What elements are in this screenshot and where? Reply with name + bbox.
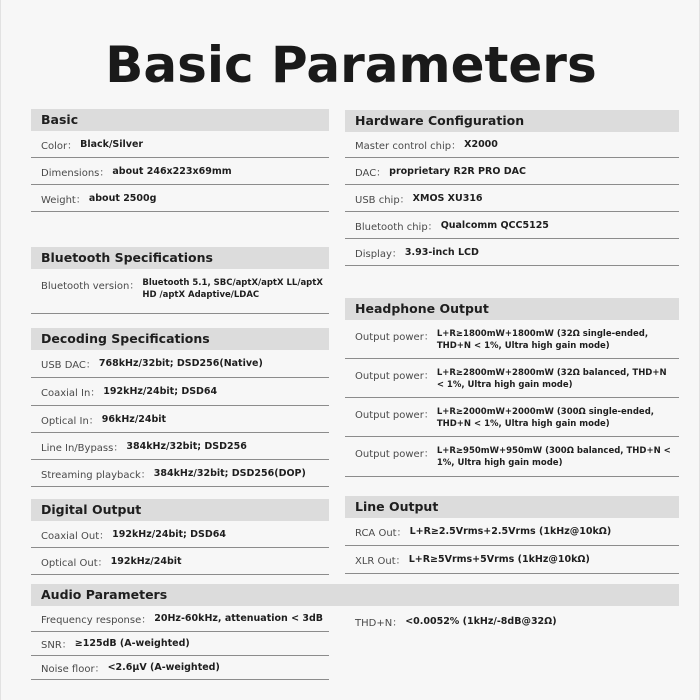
spec-label: Bluetooth version：	[41, 281, 140, 292]
spec-value: 192kHz/24bit; DSD64	[112, 528, 226, 540]
spec-label: THD+N：	[355, 617, 403, 629]
spec-value: 192kHz/24bit; DSD64	[103, 386, 218, 397]
section-header-bluetooth: Bluetooth Specifications	[31, 247, 329, 269]
section-header-headphone-output: Headphone Output	[345, 298, 679, 320]
spec-row-weight	[31, 185, 329, 212]
spec-label: Frequency response：	[41, 615, 152, 626]
spec-value: 3.93-inch LCD	[404, 246, 479, 258]
spec-value: 384kHz/32bit; DSD256	[126, 440, 247, 452]
spec-value: 96kHz/24bit	[101, 413, 167, 425]
spec-value: Black/Silver	[80, 138, 144, 150]
spec-label: Output power：	[355, 449, 434, 460]
spec-row-output-power-2	[345, 359, 679, 398]
spec-label: Dimensions：	[41, 167, 110, 179]
spec-row-output-power-4	[345, 437, 679, 477]
spec-row-output-power-3	[345, 398, 679, 437]
spec-label: XLR Out：	[355, 556, 406, 567]
spec-label: Line In/Bypass：	[41, 442, 124, 454]
spec-row-optical-in	[31, 406, 329, 433]
spec-value: proprietary R2R PRO DAC	[389, 165, 526, 177]
spec-row-rca-out	[345, 518, 679, 546]
spec-row-xlr-out	[345, 546, 679, 574]
spec-row-line-in	[31, 433, 329, 460]
spec-row-usb-chip	[345, 185, 679, 212]
spec-value: X2000	[464, 139, 498, 150]
spec-value: L+R≥950mW+950mW (300Ω balanced, THD+N < 1%, Ultra high gain mode)	[436, 446, 671, 468]
spec-value: about 246x223x69mm	[112, 165, 232, 177]
spec-value: 192kHz/24bit	[110, 555, 182, 567]
spec-label: Output power：	[355, 410, 434, 421]
spec-row-snr	[31, 632, 329, 656]
spec-row-thd	[345, 606, 679, 636]
spec-row-dimensions	[31, 158, 329, 185]
spec-row-dac	[345, 158, 679, 185]
spec-row-coaxial-in	[31, 378, 329, 406]
spec-row-color	[31, 131, 329, 158]
spec-value: <0.0052% (1kHz/-8dB@32Ω)	[405, 615, 557, 627]
spec-row-master-chip	[345, 132, 679, 158]
spec-value: Qualcomm QCC5125	[440, 219, 549, 231]
spec-label: Coaxial In：	[41, 388, 101, 399]
spec-label: Master control chip：	[355, 141, 462, 152]
spec-value: 20Hz-60kHz, attenuation < 3dB	[154, 613, 324, 624]
section-header-decoding: Decoding Specifications	[31, 328, 329, 350]
spec-label: Weight：	[41, 194, 86, 206]
spec-row-display	[345, 239, 679, 266]
spec-row-frequency-response	[31, 606, 329, 632]
spec-label: Output power：	[355, 332, 434, 343]
spec-row-noise-floor	[31, 656, 329, 680]
spec-label: Output power：	[355, 371, 434, 382]
spec-label: Bluetooth chip：	[355, 221, 438, 233]
spec-label: Coaxial Out：	[41, 530, 110, 542]
page-title: Basic Parameters	[105, 36, 597, 94]
spec-label: Display：	[355, 248, 402, 260]
section-header-digital-output: Digital Output	[31, 499, 329, 521]
spec-label: RCA Out：	[355, 528, 407, 539]
spec-label: SNR：	[41, 640, 72, 651]
spec-label: DAC：	[355, 167, 387, 179]
spec-row-output-power-1	[345, 320, 679, 359]
spec-row-bluetooth-chip	[345, 212, 679, 239]
spec-label: Noise floor：	[41, 664, 105, 675]
spec-label: Optical Out：	[41, 557, 108, 569]
spec-label: Color：	[41, 140, 78, 152]
spec-value: L+R≥2.5Vrms+2.5Vrms (1kHz@10kΩ)	[409, 526, 612, 537]
spec-label: USB chip：	[355, 194, 410, 206]
spec-value: 384kHz/32bit; DSD256(DOP)	[153, 467, 306, 479]
spec-value: L+R≥2800mW+2800mW (32Ω balanced, THD+N < 1%, Ultra high gain mode)	[436, 368, 667, 390]
spec-value: 768kHz/32bit; DSD256(Native)	[98, 358, 263, 369]
spec-value: L+R≥5Vrms+5Vrms (1kHz@10kΩ)	[408, 554, 590, 565]
spec-value: ≥125dB (A-weighted)	[74, 638, 190, 649]
section-header-audio: Audio Parameters	[31, 584, 679, 606]
spec-value: XMOS XU316	[412, 192, 483, 204]
spec-value: L+R≥1800mW+1800mW (32Ω single-ended, THD+N < 1%, Ultra high gain mode)	[436, 329, 649, 351]
section-header-line-output: Line Output	[345, 496, 679, 518]
spec-row-streaming	[31, 460, 329, 487]
spec-value: about 2500g	[88, 192, 157, 204]
spec-value: Bluetooth 5.1, SBC/aptX/aptX LL/aptX HD /aptX Adaptive/LDAC	[142, 278, 323, 300]
spec-row-optical-out	[31, 548, 329, 575]
spec-label: Optical In：	[41, 415, 99, 427]
spec-row-usb-dac	[31, 350, 329, 378]
section-header-basic: Basic	[31, 109, 329, 131]
spec-row-coaxial-out	[31, 521, 329, 548]
spec-value: <2.6μV (A-weighted)	[107, 662, 220, 673]
spec-label: Streaming playback：	[41, 469, 151, 481]
spec-row-bluetooth-version	[31, 269, 329, 314]
spec-value: L+R≥2000mW+2000mW (300Ω single-ended, THD+N < 1%, Ultra high gain mode)	[436, 407, 655, 429]
section-header-hardware: Hardware Configuration	[345, 110, 679, 132]
spec-label: USB DAC：	[41, 360, 96, 371]
